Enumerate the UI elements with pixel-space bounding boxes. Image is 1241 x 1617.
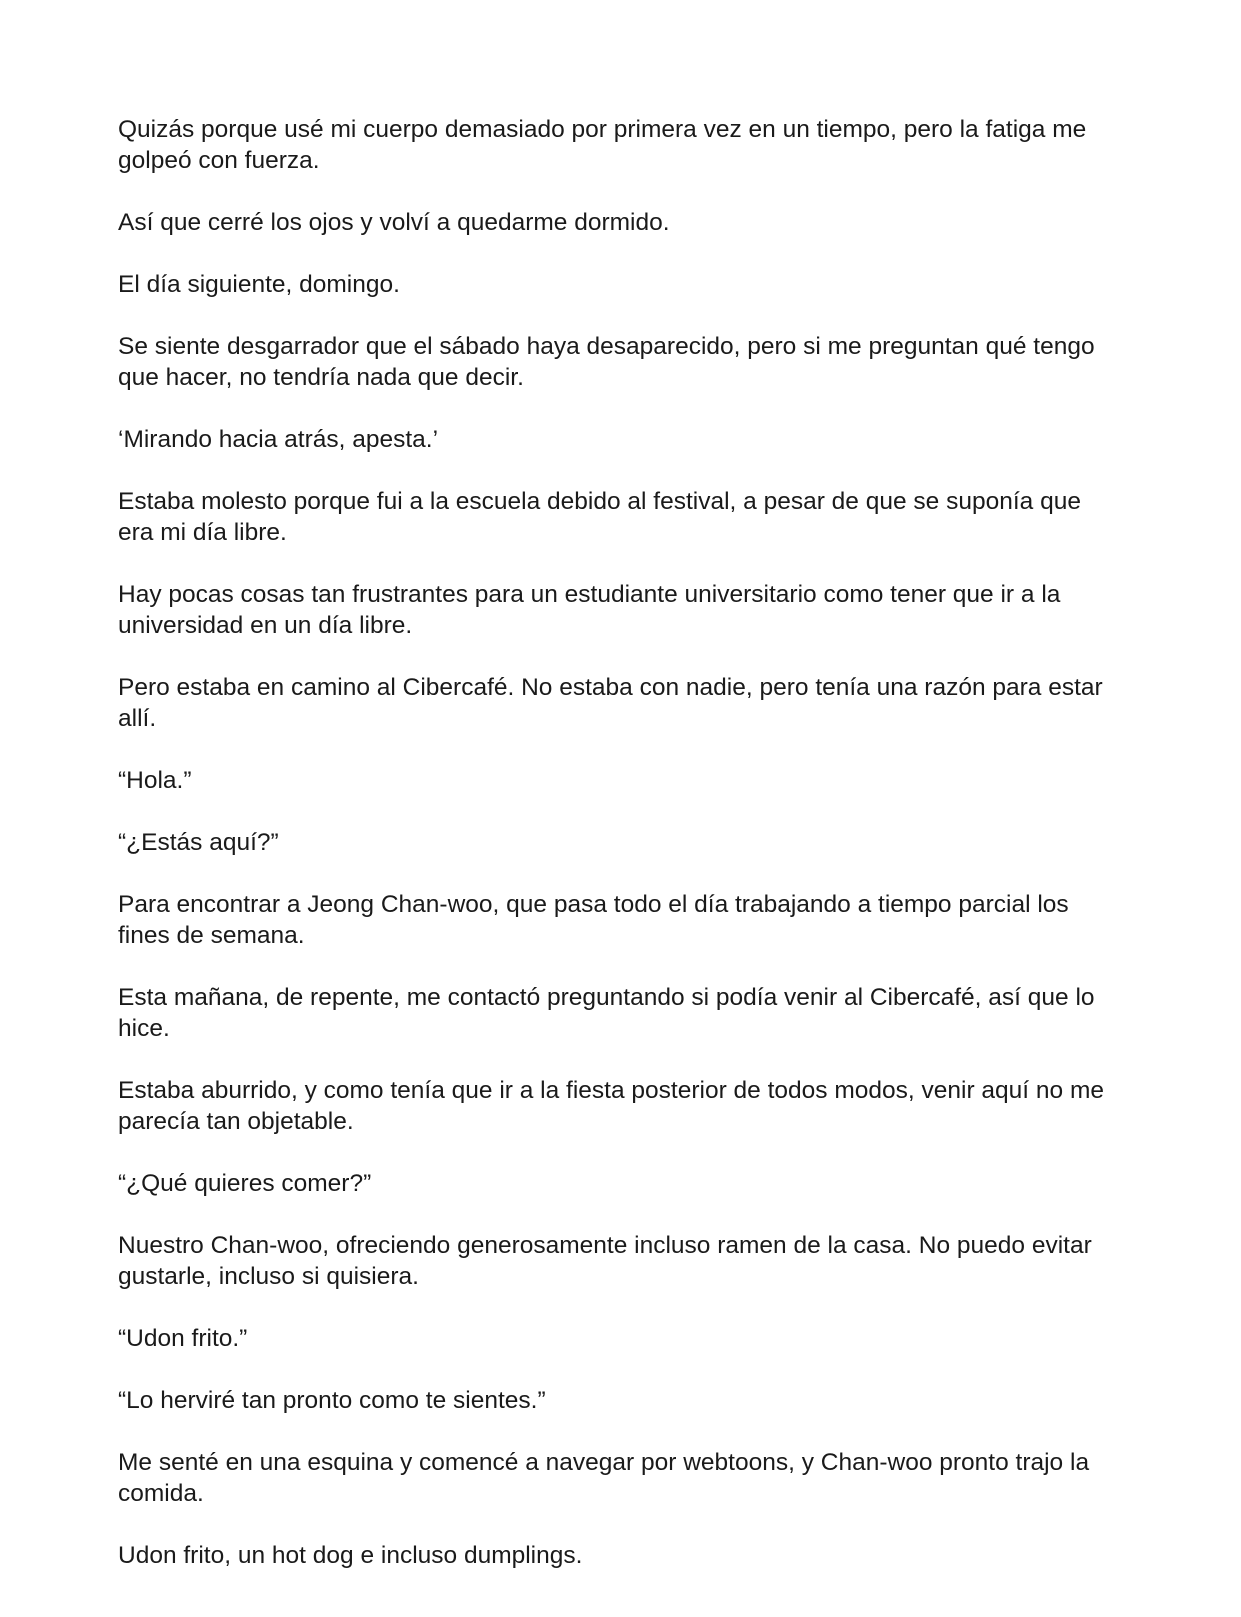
paragraph-19: Udon frito, un hot dog e incluso dumplings. [118,1542,583,1569]
paragraph-7: Hay pocas cosas tan frustrantes para un estudiante universitario como tener que ir a la universidad en un día libre. [118,581,1061,639]
paragraph-10: “¿Estás aquí?” [118,829,279,856]
paragraph-2: Así que cerré los ojos y volví a quedarme dormido. [118,209,670,236]
paragraph-18: Me senté en una esquina y comencé a navegar por webtoons, y Chan-woo pronto trajo la comida. [118,1449,1090,1507]
paragraph-4: Se siente desgarrador que el sábado haya desaparecido, pero si me preguntan qué tengo que hacer, no tendría nada que decir. [118,333,1095,391]
paragraph-5: ‘Mirando hacia atrás, apesta.’ [118,426,439,453]
paragraph-14: “¿Qué quieres comer?” [118,1170,372,1197]
paragraph-16: “Udon frito.” [118,1325,248,1352]
document-body [118,114,1118,1602]
paragraph-11: Para encontrar a Jeong Chan-woo, que pasa todo el día trabajando a tiempo parcial los fines de semana. [118,891,1069,949]
paragraph-9: “Hola.” [118,767,192,794]
paragraph-8: Pero estaba en camino al Cibercafé. No estaba con nadie, pero tenía una razón para estar allí. [118,674,1103,732]
paragraph-3: El día siguiente, domingo. [118,271,400,298]
paragraph-17: “Lo herviré tan pronto como te sientes.” [118,1387,546,1414]
paragraph-6: Estaba molesto porque fui a la escuela debido al festival, a pesar de que se suponía que era mi día libre. [118,488,1081,546]
paragraph-15: Nuestro Chan-woo, ofreciendo generosamente incluso ramen de la casa. No puedo evitar gustarle, incluso si quisiera. [118,1232,1092,1290]
paragraph-1: Quizás porque usé mi cuerpo demasiado por primera vez en un tiempo, pero la fatiga me golpeó con fuerza. [118,116,1087,174]
paragraph-13: Estaba aburrido, y como tenía que ir a la fiesta posterior de todos modos, venir aquí no me parecía tan objetable. [118,1077,1104,1135]
paragraph-12: Esta mañana, de repente, me contactó preguntando si podía venir al Cibercafé, así que lo hice. [118,984,1095,1042]
